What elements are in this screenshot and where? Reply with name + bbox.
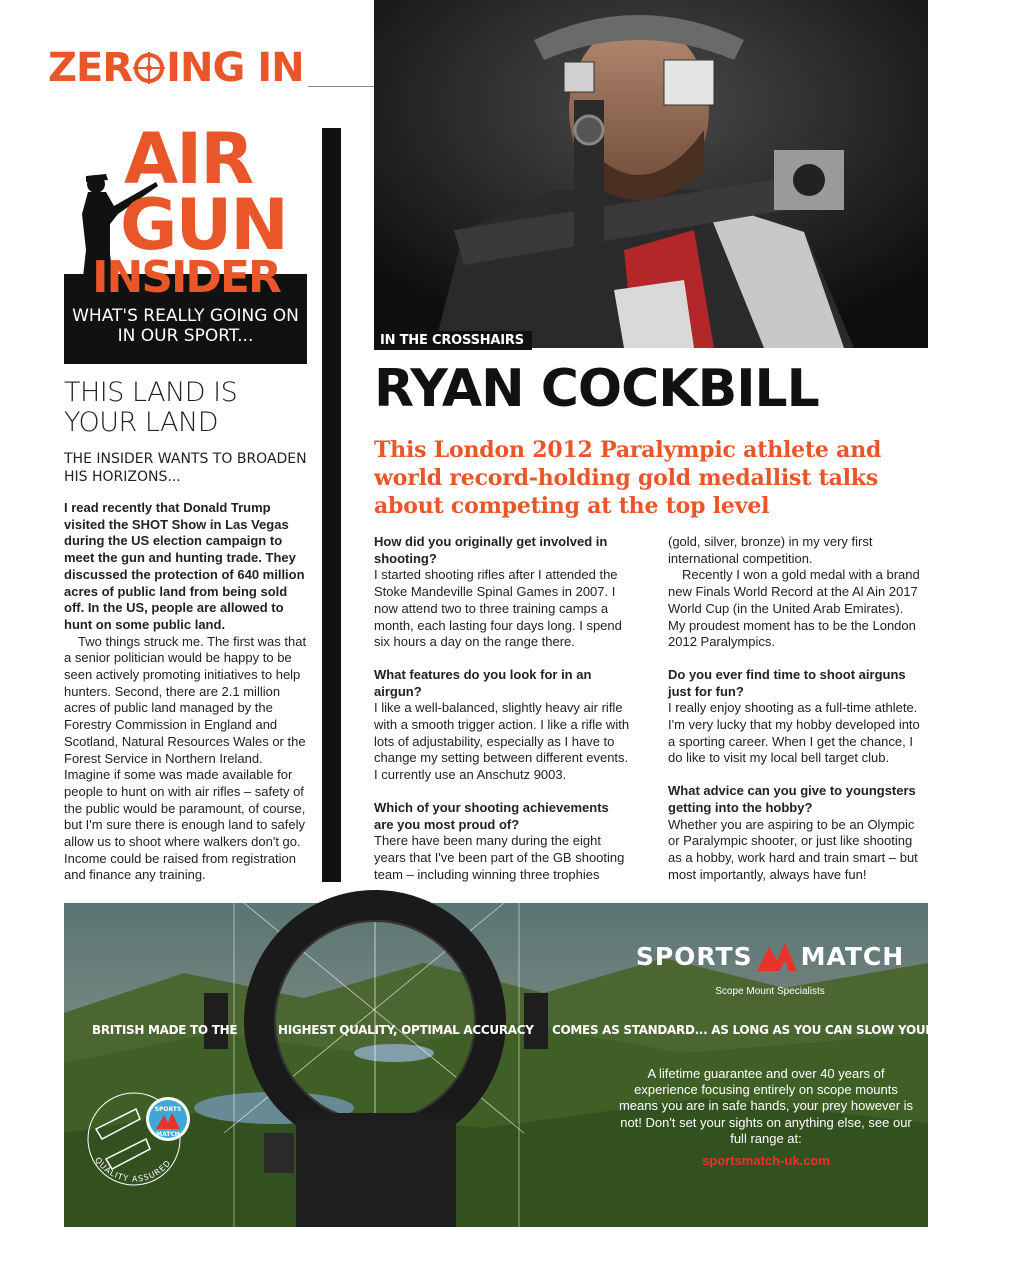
- interview-question: What advice can you give to youngsters getting into the hobby?: [668, 783, 916, 815]
- badge-text: QUALITY ASSURED: [93, 1155, 173, 1184]
- section-title-part-2: ING IN: [166, 45, 304, 91]
- column-body: [64, 500, 310, 884]
- interview-question: Which of your shooting achievements are you most proud of?: [374, 799, 609, 832]
- logo-gun: GUN: [120, 184, 287, 266]
- column-paragraph: Two things struck me. The first was that a senior politician would be happy to be seen actively promoting initiatives to help hunters. Second, there are 2.1 million acres of public land managed by the Forestry Commission in England and Scotland, Natural Resources Wales or the Forest Service in Northern Ireland. Imagine if some was made available for people to hunt on with air rifles – safety of the public would be paramount, of course, but I'm sure there is enough land to safely allow us to shoot where walkers don't go. Income could be raised from registration and finance any training.: [64, 633, 307, 883]
- interview-question: Do you ever find time to shoot airguns just for fun?: [668, 666, 906, 699]
- brand-right: MATCH: [800, 941, 905, 971]
- column-lead: I read recently that Donald Trump visited the SHOT Show in Las Vegas during the US election campaign to meet the gun and hunting trade. They discussed the protection of 640 million acres of public land from being sold off. In the US, people are allowed to hunt on some public land.: [64, 500, 305, 632]
- ad-website-link[interactable]: sportsmatch-uk.com: [702, 1153, 830, 1168]
- section-title-part-1: ZER: [48, 45, 133, 91]
- article-column-1: [374, 534, 630, 883]
- brand-subtitle: Scope Mount Specialists: [715, 986, 825, 997]
- column-divider-bar: [322, 128, 341, 882]
- badge-logo-top: SPORTS: [154, 1106, 182, 1113]
- logo-air: AIR: [124, 118, 253, 200]
- interview-answer-continued: (gold, silver, bronze) in my very first international competition.: [668, 534, 873, 566]
- interview-answer: Recently I won a gold medal with a brand new Finals World Record at the Al Ain 2017 World Cup (in the United Arab Emirates). My proudest moment has to be the London 2012 Paralympics.: [668, 567, 920, 650]
- ad-strap-2: HIGHEST QUALITY, OPTIMAL ACCURACY: [278, 1023, 534, 1037]
- section-title: [48, 45, 304, 91]
- logo-insider: INSIDER: [92, 252, 280, 303]
- interview-answer: I like a well-balanced, slightly heavy air rifle with a smooth trigger action. I like a rifle with lots of adjustability, especially as I have to change my setting between different events. I currently use an Anschutz 9003.: [374, 700, 630, 783]
- sportsmatch-logo: [635, 941, 905, 971]
- sportsmatch-advert: [64, 903, 1018, 1227]
- badge-logo-bottom: MATCH: [156, 1131, 180, 1138]
- article-title: RYAN COCKBILL: [374, 359, 819, 419]
- ad-strap-3: COMES AS STANDARD... AS LONG AS YOU CAN SLOW YOUR BREATHING!: [552, 1023, 1018, 1037]
- interview-answer: There have been many during the eight years that I've been part of the GB shooting team – including winning three trophies: [374, 833, 625, 882]
- ad-blurb: A lifetime guarantee and over 40 years of experience focusing entirely on scope mounts means you are in safe hands, your prey however is not! Don't set your sights on anything else, see our full range at:: [618, 1066, 914, 1146]
- quality-assured-badge: [76, 1089, 196, 1189]
- brand-left: SPORTS: [635, 941, 753, 971]
- interview-question: What features do you look for in an airgun?: [374, 666, 592, 699]
- air-gun-insider-logo: [64, 118, 307, 364]
- interview-answer: Whether you are aspiring to be an Olympic or Paralympic shooter, or just like shooting as a hobby, work hard and train smart – but most importantly, always have fun!: [668, 816, 918, 882]
- interview-question: How did you originally get involved in shooting?: [374, 534, 608, 566]
- logo-tagline-text: WHAT'S REALLY GOING ON IN OUR SPORT...: [72, 306, 299, 347]
- mountain-logo-icon: [757, 941, 797, 971]
- column-heading: [64, 378, 314, 438]
- article-standfirst: This London 2012 Paralympic athlete and world record-holding gold medallist talks about competing at the top level: [374, 437, 882, 519]
- interview-answer: I really enjoy shooting as a full-time athlete. I'm very lucky that my hobby developed into a sporting career. When I get the chance, I do like to visit my local bell target club.: [668, 700, 920, 766]
- athlete-photo: [374, 0, 928, 348]
- column-heading-line-1: THIS LAND IS: [64, 377, 238, 408]
- crosshair-icon: [133, 52, 165, 84]
- column-subheading: THE INSIDER WANTS TO BROADEN HIS HORIZONS...: [64, 451, 307, 486]
- article-column-2: [668, 534, 924, 883]
- logo-tagline: [64, 306, 307, 347]
- article-kicker: IN THE CROSSHAIRS: [374, 331, 532, 350]
- ad-strap-1: BRITISH MADE TO THE: [92, 1023, 238, 1037]
- interview-answer: I started shooting rifles after I attended the Stoke Mandeville Spinal Games in 2007. I now attend two to three training camps a month, each lasting four days long. I spend six hours a day on the range there.: [374, 567, 622, 650]
- athlete-portrait-image: [374, 0, 928, 348]
- header-divider: [308, 86, 374, 87]
- column-heading-line-2: YOUR LAND: [64, 407, 218, 439]
